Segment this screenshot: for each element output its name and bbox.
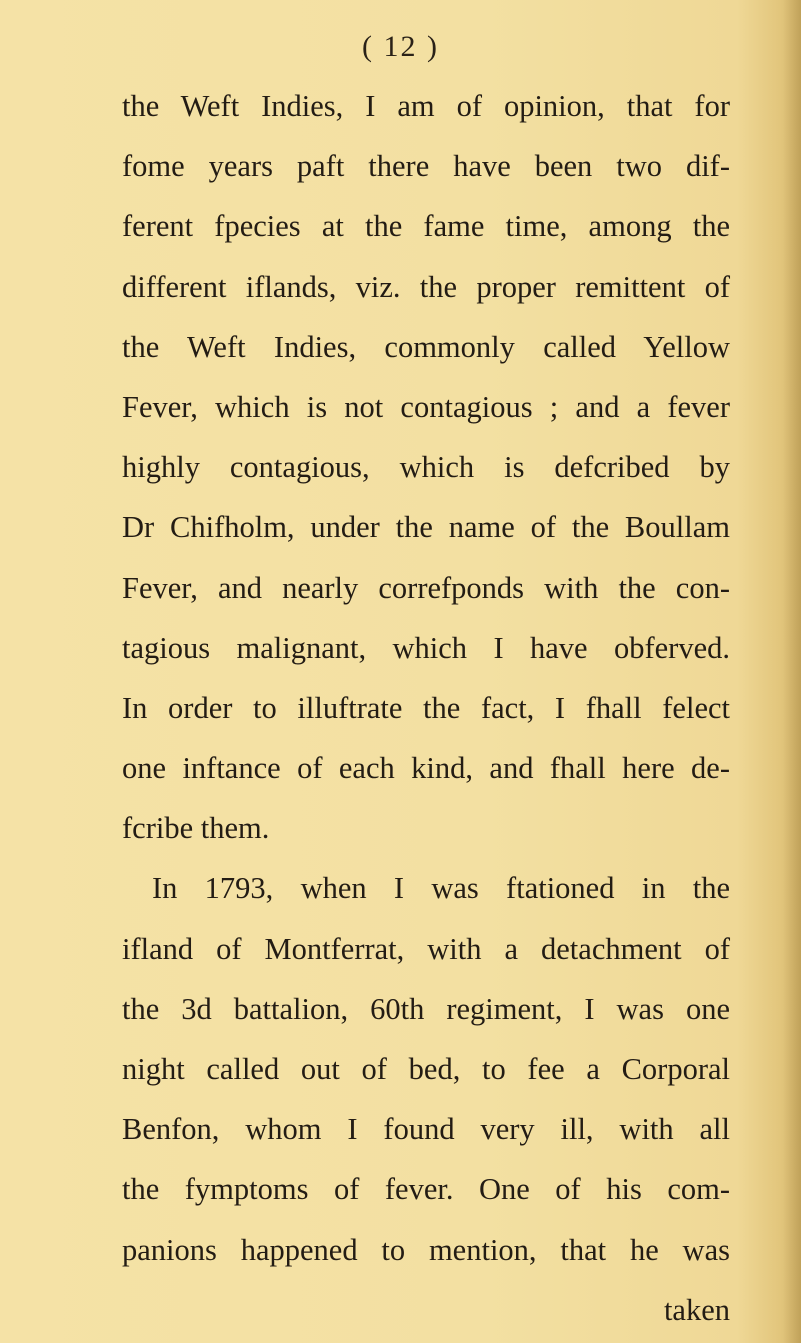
text-line: one inftance of each kind, and fhall here de- [122, 751, 730, 786]
body-text [122, 76, 730, 1340]
catchword: taken [663, 1292, 730, 1327]
text-line: the fymptoms of fever. One of his com- [122, 1172, 730, 1207]
text-line: highly contagious, which is defcribed by [122, 450, 730, 485]
text-line: fome years paft there have been two dif- [122, 149, 730, 184]
text-line: night called out of bed, to fee a Corporal [122, 1052, 730, 1086]
text-line: In order to illuftrate the fact, I fhall felect [122, 690, 730, 725]
text-line: Fever, which is not contagious ; and a fever [122, 389, 730, 424]
text-line: ferent fpecies at the fame time, among the [122, 209, 730, 244]
page-number: ( 12 ) [362, 30, 439, 63]
text-line: the Weft Indies, commonly called Yellow [122, 329, 730, 364]
text-line: fcribe them. [122, 811, 270, 846]
text-line: In 1793, when I was ftationed in the [152, 871, 730, 906]
text-line: Benfon, whom I found very ill, with all [122, 1112, 730, 1147]
text-line: Fever, and nearly correfponds with the con- [122, 570, 730, 605]
text-line: the Weft Indies, I am of opinion, that for [122, 89, 730, 123]
text-line: Dr Chifholm, under the name of the Boullam [122, 510, 730, 545]
text-line: panions happened to mention, that he was [122, 1232, 730, 1267]
text-line: the 3d battalion, 60th regiment, I was one [122, 991, 730, 1026]
text-line: different iflands, viz. the proper remittent of [122, 269, 730, 304]
page-edge-shadow [783, 0, 801, 1343]
text-line: ifland of Montferrat, with a detachment of [122, 931, 730, 966]
text-line: tagious malignant, which I have obferved. [122, 630, 730, 665]
